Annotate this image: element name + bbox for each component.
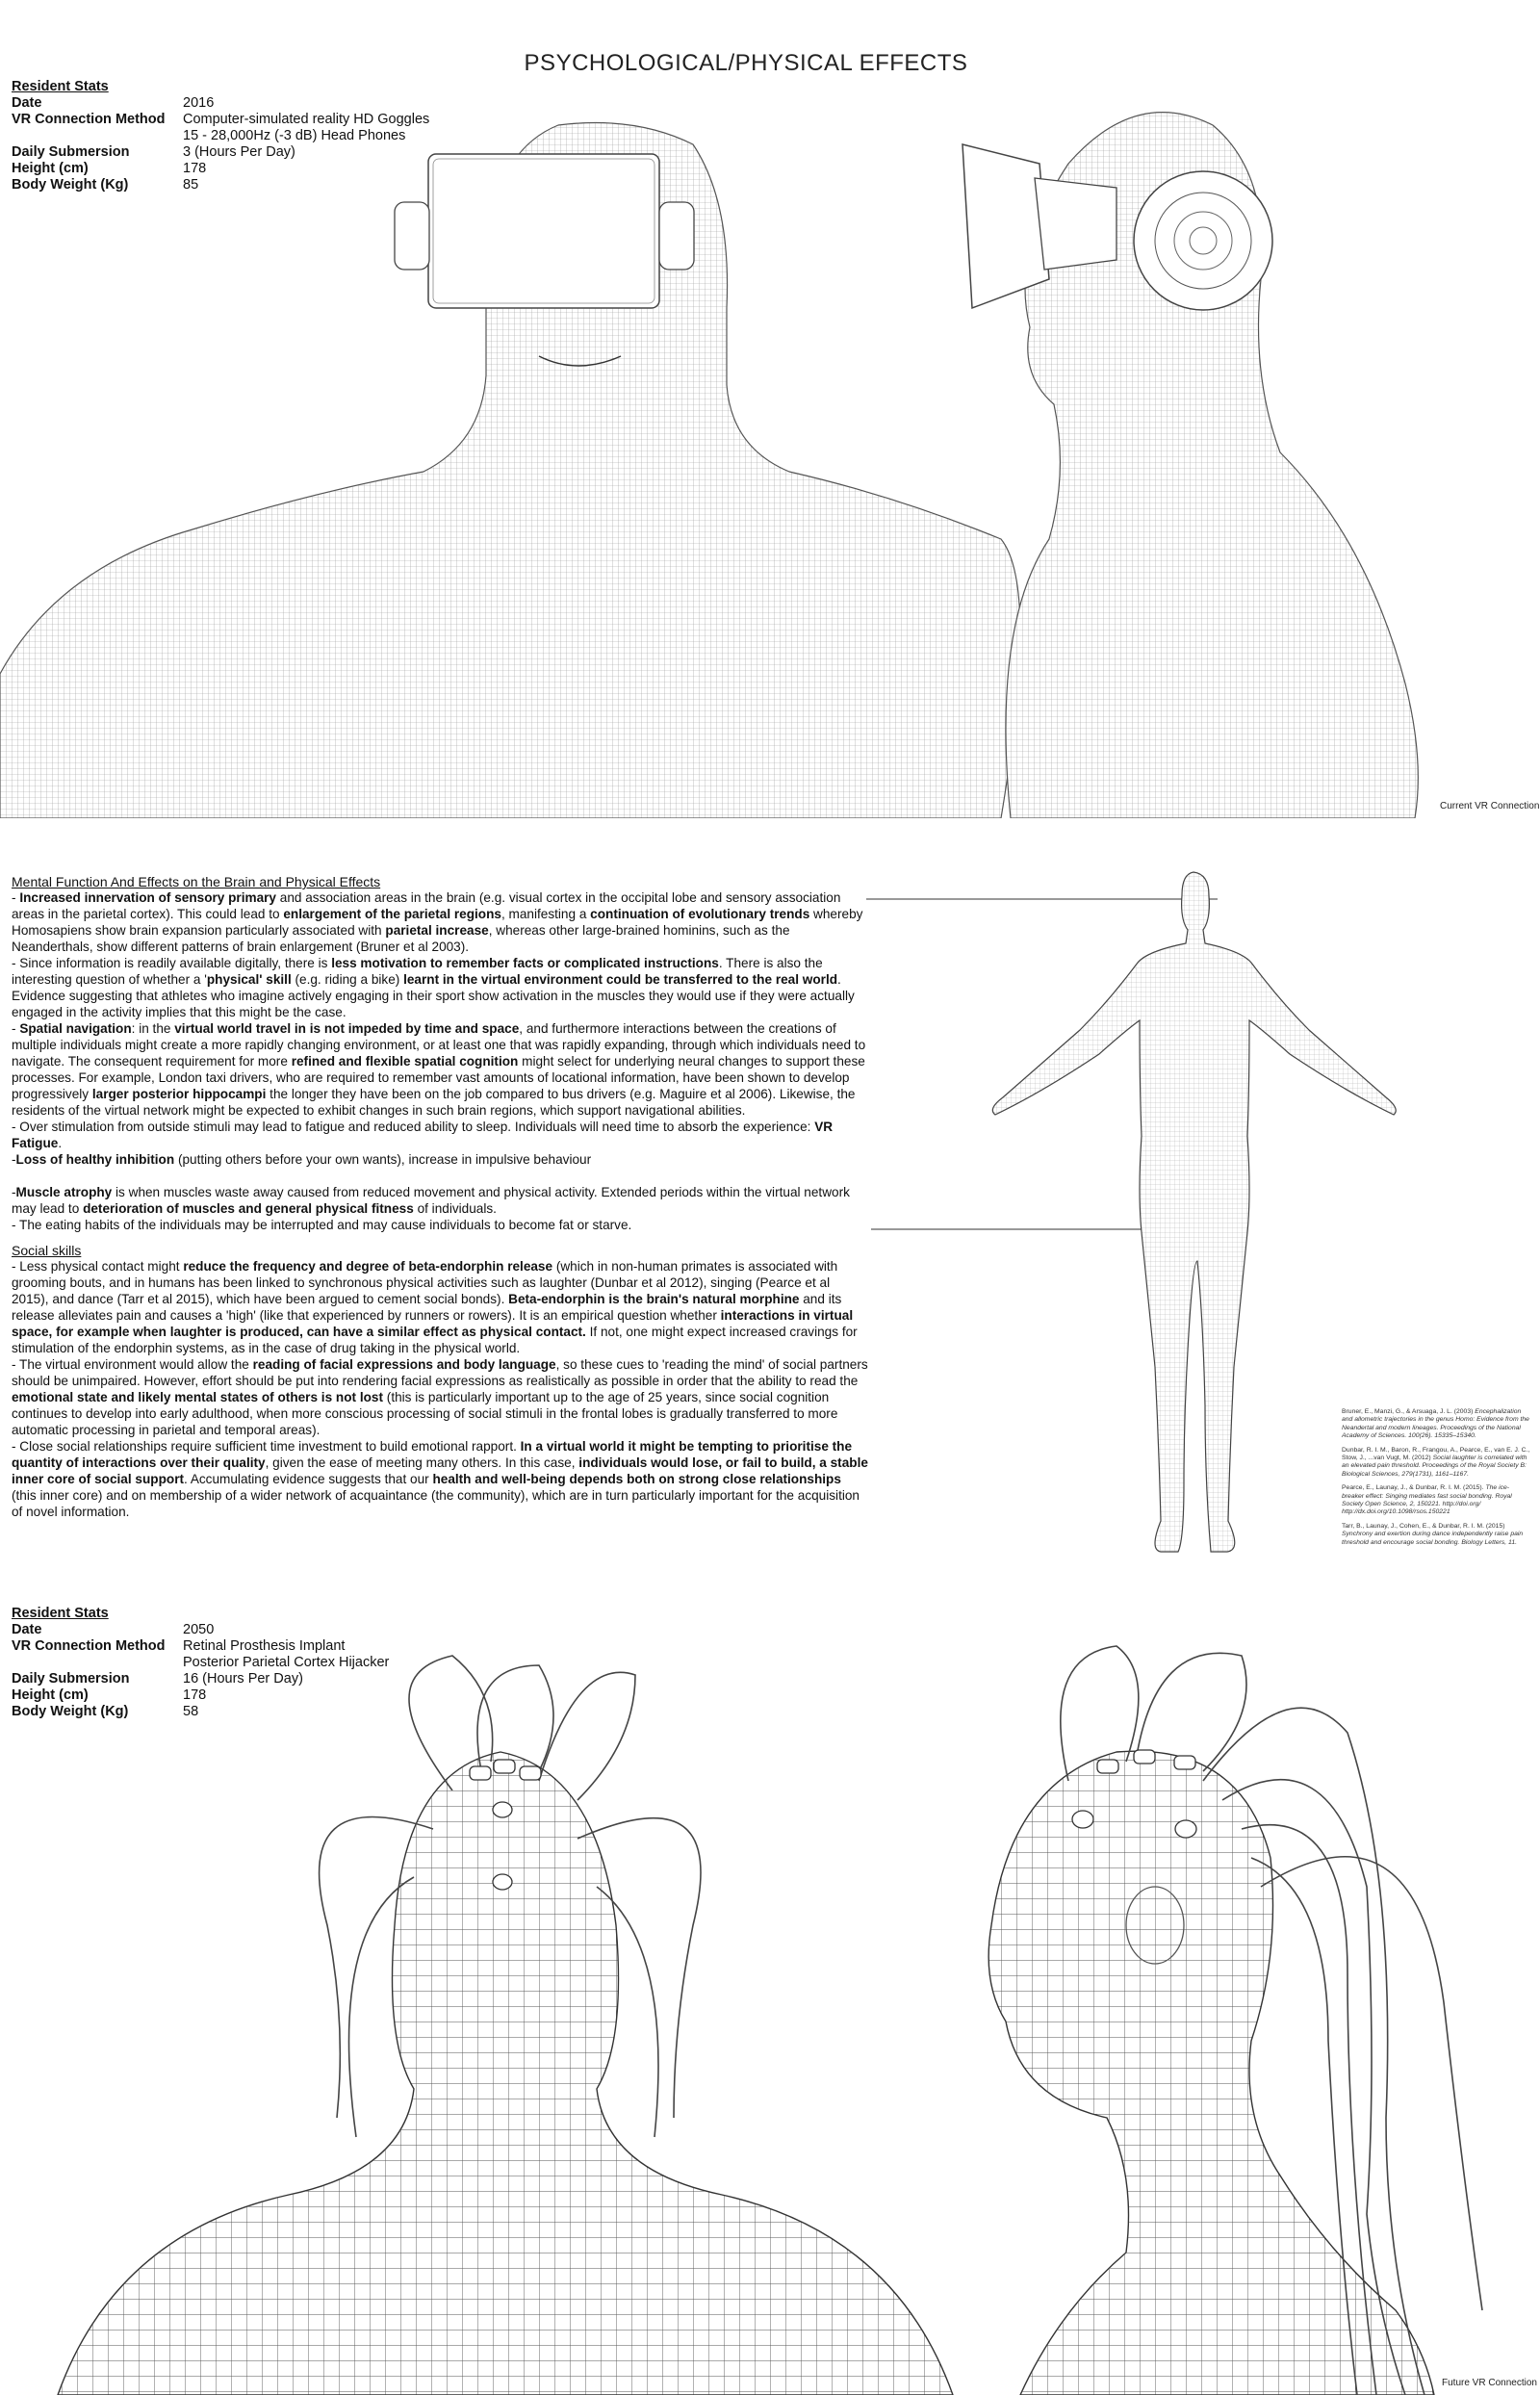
- stat-row-date: Date 2016: [12, 95, 215, 111]
- current-stats-header: Resident Stats: [12, 79, 109, 94]
- mental-p1: - Increased innervation of sensory primary and association areas in the brain (e.g. visual cortex in the occipital lobe and sensory association areas in the parietal cortex). This could lead to enlargement of the parietal regions, manifesting a continuation of evolutionary trends whereby Homosapiens show brain expansion particularly associated with parietal increase, whereas other large-brained hominins, such as the Neanderthals, show different patterns of brain enlargement (Bruner et al 2003).: [12, 890, 863, 954]
- current-vr-illustration: [0, 87, 1540, 818]
- social-p1: - Less physical contact might reduce the frequency and degree of beta-endorphin release (which in non-human primates is associated with grooming bouts, and in humans has been linked to synchronous physical activities such as laughter (Dunbar et al 2012), singing (Pearce et al 2015), and dance (Tarr et al 2015), which have been argued to cement social bonds). Beta-endorphin is the brain's natural morphine and its release alleviates pain and causes a 'high' (like that experienced by runners or rowers). It is an empirical question whether interactions in virtual space, for example when laughter is produced, can have a similar effect as physical contact. If not, one might expect increased cravings for stimulation of the endorphin systems, as in the case of drug taking in the physical world.: [12, 1259, 858, 1355]
- current-caption: Current VR Connection: [1440, 801, 1540, 811]
- reference-item: Pearce, E., Launay, J., & Dunbar, R. I. M. (2015). The ice-breaker effect: Singing mediates fast social bonding. Royal Society Open Science, 2, 150221. http://doi.org/ http://dx.doi.org/10.1098/rsos.150221: [1342, 1484, 1512, 1516]
- mental-p3: - Spatial navigation: in the virtual world travel in is not impeded by time and space, and furthermore interactions between the creations of multiple individuals might create a more rapidly changing environment, or at least one that was rapidly expanding, through which individuals need to navigate. The consequent requirement for more refined and flexible spatial cognition might select for underlying neural changes to support these processes. For example, London taxi drivers, who are required to remember vast amounts of locational information, have been shown to develop progressively larger posterior hippocampi the longer they have been on the job compared to bus drivers (e.g. Maguire et al 2006). Likewise, the residents of the virtual network might be expected to exhibit changes in such brain regions, which support navigational abilities.: [12, 1021, 866, 1118]
- mental-p5: -Loss of healthy inhibition (putting others before your own wants), increase in impulsive behaviour: [12, 1152, 592, 1167]
- social-p2: - The virtual environment would allow the reading of facial expressions and body language, so these cues to 'reading the mind' of social partners should be unimpaired. However, effort should be put into rendering facial expressions as realistically as possible in order that the ability to read the emotional state and likely mental states of others is not lost (this is particularly important up to the age of 25 years, since social cognition continues to develop into early adulthood, when more conscious processing of social stimuli in the frontal lobes is gradually transferred to more automatic processing in parietal and temporal areas).: [12, 1357, 868, 1437]
- future-caption: Future VR Connection: [1442, 2378, 1537, 2388]
- stat-row-weight: Body Weight (Kg) 85: [12, 177, 199, 193]
- mental-header: Mental Function And Effects on the Brain and Physical Effects: [12, 874, 381, 889]
- references: [1342, 1408, 1530, 1553]
- side-figure-implant: [988, 1646, 1482, 2395]
- stat-row-submersion: Daily Submersion 3 (Hours Per Day): [12, 144, 295, 160]
- stat-row-weight: Body Weight (Kg) 58: [12, 1704, 199, 1719]
- stat-row-date: Date 2050: [12, 1622, 215, 1637]
- standing-figure-wireframe: [992, 872, 1396, 1552]
- stat-row-vr-method: VR Connection Method Computer-simulated reality HD Goggles 15 - 28,000Hz (-3 dB) Head Phones: [12, 112, 430, 143]
- front-figure-implant: [58, 1656, 953, 2395]
- mental-p2: - Since information is readily available digitally, there is less motivation to remember facts or complicated instructions. There is also the interesting question of whether a 'physical' skill (e.g. riding a bike) learnt in the virtual environment could be transferred to the real world. Evidence suggesting that athletes who imagine actively engaging in their sport show activation in the muscles they would use if they were actually engaged in the activity implies that this might be the case.: [12, 956, 855, 1019]
- mental-p7: - The eating habits of the individuals may be interrupted and may cause individuals to become fat or starve.: [12, 1218, 632, 1232]
- reference-item: Bruner, E., Manzi, G., & Arsuaga, J. L. (2003) Encephalization and allometric trajectories in the genus Homo: Evidence from the Neandertal and modern lineages. Proceedings of the National Academy of Sciences. 100(26). 15335–15340.: [1342, 1408, 1529, 1440]
- full-body-figure: [0, 866, 1540, 1598]
- social-p3: - Close social relationships require sufficient time investment to build emotional rapport. In a virtual world it might be tempting to prioritise the quantity of interactions over their quality, given the ease of meeting many others. In this case, individuals would lose, or fail to build, a stable inner core of social support. Accumulating evidence suggests that our health and well-being depends both on strong close relationships (this inner core) and on membership of a wider network of acquaintance (the community), which are in turn particularly important for the acquisition of novel information.: [12, 1439, 868, 1519]
- social-header: Social skills: [12, 1243, 82, 1258]
- side-figure-goggles: [962, 113, 1418, 818]
- page-title: PSYCHOLOGICAL/PHYSICAL EFFECTS: [524, 50, 968, 76]
- stat-row-height: Height (cm) 178: [12, 161, 207, 176]
- front-figure-goggles: [0, 123, 1020, 819]
- reference-item: Tarr, B., Launay, J., Cohen, E., & Dunbar, R. I. M. (2015) Synchrony and exertion during dance independently raise pain threshold and encourage social bonding. Biology Letters, 11.: [1342, 1522, 1524, 1546]
- stat-row-vr-method: VR Connection Method Retinal Prosthesis Implant Posterior Parietal Cortex Hijacker: [12, 1638, 390, 1670]
- stat-row-height: Height (cm) 178: [12, 1687, 207, 1703]
- mental-p6: -Muscle atrophy is when muscles waste away caused from reduced movement and physical activity. Extended periods within the virtual network may lead to deterioration of muscles and general physical fitness of individuals.: [12, 1185, 850, 1216]
- stat-row-submersion: Daily Submersion 16 (Hours Per Day): [12, 1671, 303, 1687]
- reference-item: Dunbar, R. I. M., Baron, R., Frangou, A., Pearce, E., van E. J. C., Stow, J., ...van Vugt, M. (2012) Social laughter is correlated with an elevated pain threshold. Proceedings of the Royal Society B: Biological Sciences, 279(1731), 1161–1167.: [1342, 1446, 1530, 1478]
- future-stats-header: Resident Stats: [12, 1606, 109, 1621]
- future-vr-illustration: [0, 1636, 1540, 2395]
- mental-p4: - Over stimulation from outside stimuli may lead to fatigue and reduced ability to sleep. Individuals will need time to absorb the experience: VR Fatigue.: [12, 1120, 834, 1150]
